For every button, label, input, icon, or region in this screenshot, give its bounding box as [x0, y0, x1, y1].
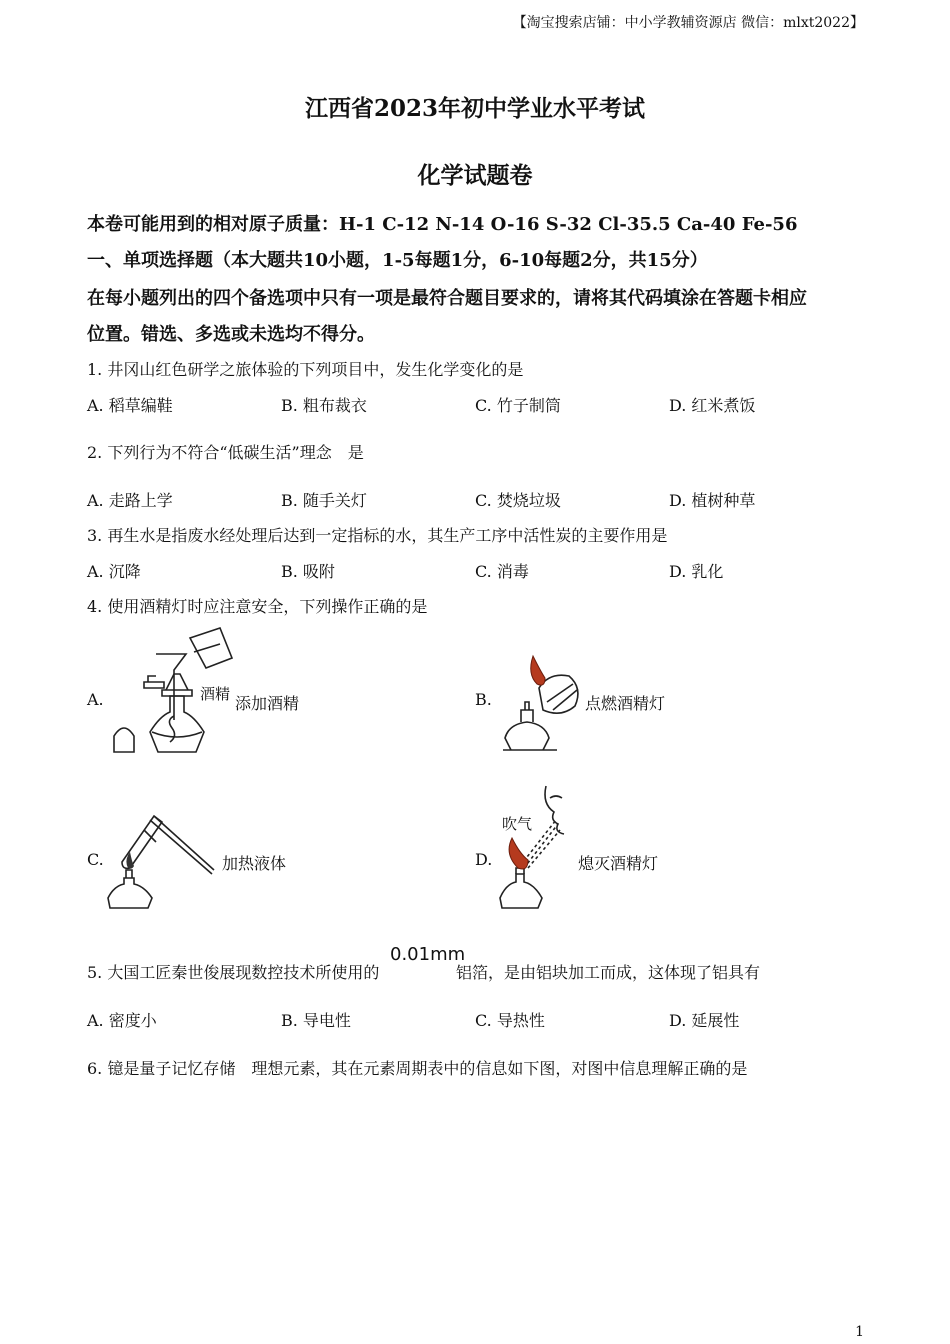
figure-d-inner-label: 吹气: [502, 815, 533, 833]
question-2-option-b: B. 随手关灯: [281, 491, 367, 510]
figure-c-letter: C.: [87, 850, 104, 869]
question-5-math: 0.01mm: [390, 944, 466, 965]
page-number: 1: [855, 1324, 864, 1340]
question-5-option-b: B. 导电性: [281, 1011, 351, 1030]
question-6-stem: 6. 镱是量子记忆存储 理想元素，其在元素周期表中的信息如下图，对图中信息理解正确的是: [87, 1059, 748, 1078]
section-instructions-line2: 位置。错选、多选或未选均不得分。: [87, 324, 375, 345]
exam-title: 江西省2023年初中学业水平考试: [304, 95, 645, 122]
question-1-option-c: C. 竹子制筒: [475, 396, 561, 415]
figure-a-inner-label: 酒精: [200, 685, 231, 703]
figure-d-caption: 熄灭酒精灯: [578, 854, 659, 873]
question-2-option-a: A. 走路上学: [87, 491, 173, 510]
question-3-option-b: B. 吸附: [281, 562, 335, 581]
figure-a-caption: 添加酒精: [235, 694, 300, 713]
figure-b-caption: 点燃酒精灯: [585, 694, 666, 713]
question-2-option-d: D. 植树种草: [669, 491, 756, 510]
question-3-option-d: D. 乳化: [669, 562, 724, 581]
section-instructions-line1: 在每小题列出的四个备选项中只有一项是最符合题目要求的，请将其代码填涂在答题卡相应: [87, 288, 807, 309]
question-5-option-d: D. 延展性: [669, 1011, 740, 1030]
exam-subtitle: 化学试题卷: [417, 162, 533, 189]
lighting-lamp-illustration: [497, 654, 587, 754]
shop-header-note: 【淘宝搜索店铺：中小学教辅资源店 微信：mlxt2022】: [512, 15, 864, 31]
section-heading: 一、单项选择题（本大题共10小题，1-5每题1分，6-10每题2分，共15分）: [87, 250, 708, 271]
extinguishing-lamp-illustration: [498, 784, 588, 914]
question-3-option-a: A. 沉降: [87, 562, 141, 581]
question-3-option-c: C. 消毒: [475, 562, 529, 581]
question-4-stem: 4. 使用酒精灯时应注意安全，下列操作正确的是: [87, 597, 428, 616]
figure-b-letter: B.: [475, 690, 492, 709]
question-1-option-b: B. 粗布裁衣: [281, 396, 367, 415]
question-5-option-a: A. 密度小: [87, 1011, 157, 1030]
atomic-masses: 本卷可能用到的相对原子质量：H-1 C-12 N-14 O-16 S-32 Cl-35.5 Ca-40 Fe-56: [87, 214, 798, 235]
figure-d-letter: D.: [475, 850, 493, 869]
heating-liquid-illustration: [104, 812, 216, 912]
question-1-option-d: D. 红米煮饭: [669, 396, 756, 415]
question-2-option-c: C. 焚烧垃圾: [475, 491, 561, 510]
figure-c-caption: 加热液体: [222, 854, 287, 873]
question-5-option-c: C. 导热性: [475, 1011, 545, 1030]
question-1-stem: 1. 井冈山红色研学之旅体验的下列项目中，发生化学变化的是: [87, 360, 524, 379]
figure-a-letter: A.: [87, 690, 104, 709]
question-3-stem: 3. 再生水是指废水经处理后达到一定指标的水，其生产工序中活性炭的主要作用是: [87, 526, 668, 545]
question-2-stem: 2. 下列行为不符合“低碳生活”理念 是: [87, 443, 364, 462]
question-1-option-a: A. 稻草编鞋: [87, 396, 173, 415]
question-5-stem-after: 铝箔，是由铝块加工而成，这体现了铝具有: [456, 963, 761, 982]
question-5-stem-before: 5. 大国工匠秦世俊展现数控技术所使用的: [87, 963, 380, 982]
